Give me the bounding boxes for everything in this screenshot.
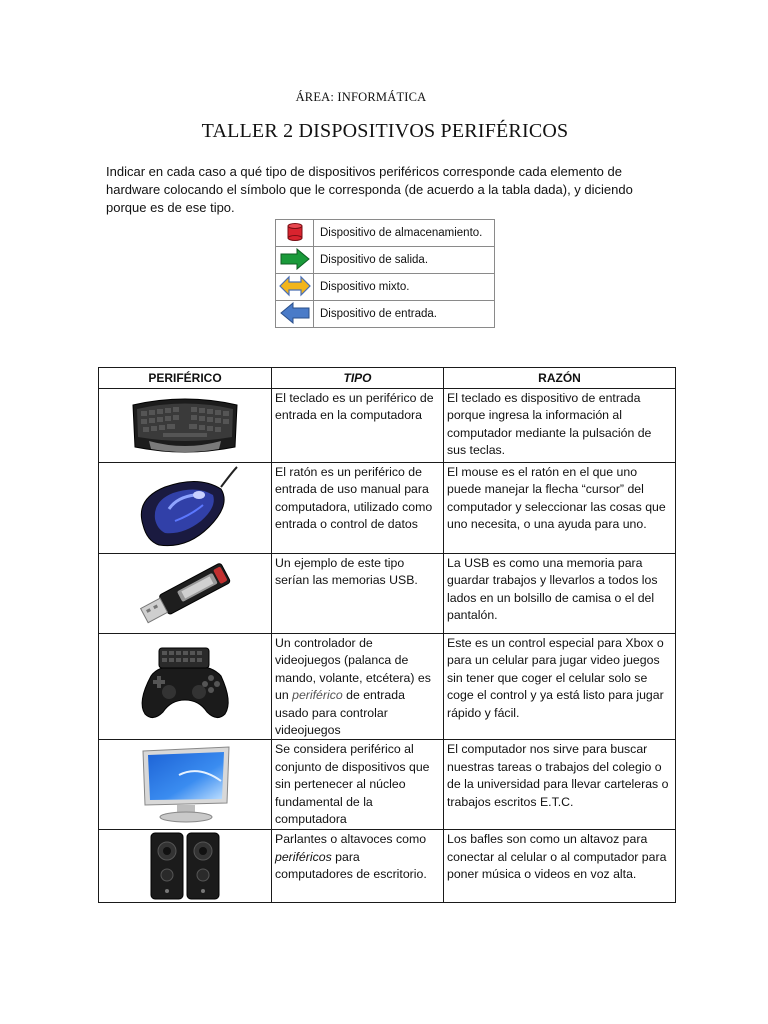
legend-row-storage: [276, 220, 495, 247]
legend-table: [275, 219, 495, 328]
area-heading: ÁREA: INFORMÁTICA: [295, 90, 427, 104]
table-row: [99, 740, 676, 830]
page-title: TALLER 2 DISPOSITIVOS PERIFÉRICOS: [201, 120, 569, 142]
legend-label: Dispositivo mixto.: [314, 274, 495, 301]
peripherals-table: [98, 367, 676, 903]
header-tipo: TIPO: [272, 368, 444, 389]
razon-cell: Este es un control especial para Xbox o para un celular para jugar video juegos sin tener que coger el celular solo se coge el control y ya está listo para jugar rápido y fácil.: [444, 634, 676, 740]
tipo-cell: El ratón es un periférico de entrada de uso manual para computadora, utilizado como entrada o control de datos: [272, 463, 444, 554]
instructions-paragraph: Indicar en cada caso a qué tipo de dispositivos periféricos corresponde cada elemento de hardware colocando el símbolo que le corresponda (de acuerdo a la tabla dada), y diciendo porque es de ese tipo.: [106, 164, 633, 215]
speakers-image: [129, 831, 241, 901]
razon-cell: Los bafles son como un altavoz para conectar al celular o al computador para poner música o videos en voz alta.: [444, 830, 676, 903]
tipo-cell: El teclado es un periférico de entrada en la computadora: [272, 389, 444, 463]
table-row: [99, 634, 676, 740]
legend-label: Dispositivo de salida.: [314, 247, 495, 274]
header-razon: RAZÓN: [444, 368, 676, 389]
green-right-arrow-icon: [280, 248, 310, 270]
razon-cell: El computador nos sirve para buscar nuestras tareas o trabajos del colegio o de la universidad para llevar carteleras o trabajos escritos E.T.C.: [444, 740, 676, 830]
emphasis-text: periféricos: [275, 849, 332, 864]
monitor-image: [129, 745, 241, 825]
red-cylinder-icon: [285, 222, 305, 242]
tipo-cell: Un ejemplo de este tipo serían las memorias USB.: [272, 554, 444, 634]
mouse-image: [129, 465, 241, 551]
legend-row-mixed: [276, 274, 495, 301]
tipo-cell: Se considera periférico al conjunto de dispositivos que sin pertenecer al núcleo fundamental de la computadora: [272, 740, 444, 830]
table-row: [99, 554, 676, 634]
table-row: [99, 830, 676, 903]
legend-label: Dispositivo de almacenamiento.: [314, 220, 495, 247]
legend-row-input: [276, 301, 495, 328]
tipo-cell: Parlantes o altavoces como periféricos para computadores de escritorio.: [272, 830, 444, 903]
table-header-row: [99, 368, 676, 389]
legend-row-output: [276, 247, 495, 274]
table-row: [99, 463, 676, 554]
gamepad-image: [129, 642, 241, 732]
yellow-double-arrow-icon: [279, 275, 311, 297]
table-row: [99, 389, 676, 463]
tipo-cell: Un controlador de videojuegos (palanca de mando, volante, etcétera) es un periférico de entrada usado para controlar videojuegos: [272, 634, 444, 740]
usb-drive-image: [129, 559, 241, 629]
razon-cell: El teclado es dispositivo de entrada porque ingresa la información al computador mediante la pulsación de sus teclas.: [444, 389, 676, 463]
blue-left-arrow-icon: [280, 302, 310, 324]
header-periferico: PERIFÉRICO: [99, 368, 272, 389]
emphasis-text: periférico: [292, 688, 343, 703]
razon-cell: La USB es como una memoria para guardar trabajos y llevarlos a todos los lados en un bolsillo de camisa o el del pantalón.: [444, 554, 676, 634]
razon-cell: El mouse es el ratón en el que uno puede manejar la flecha “cursor” del computador y seleccionar las cosas que uno necesita, o una ayuda para uno.: [444, 463, 676, 554]
legend-label: Dispositivo de entrada.: [314, 301, 495, 328]
keyboard-image: [129, 391, 241, 461]
